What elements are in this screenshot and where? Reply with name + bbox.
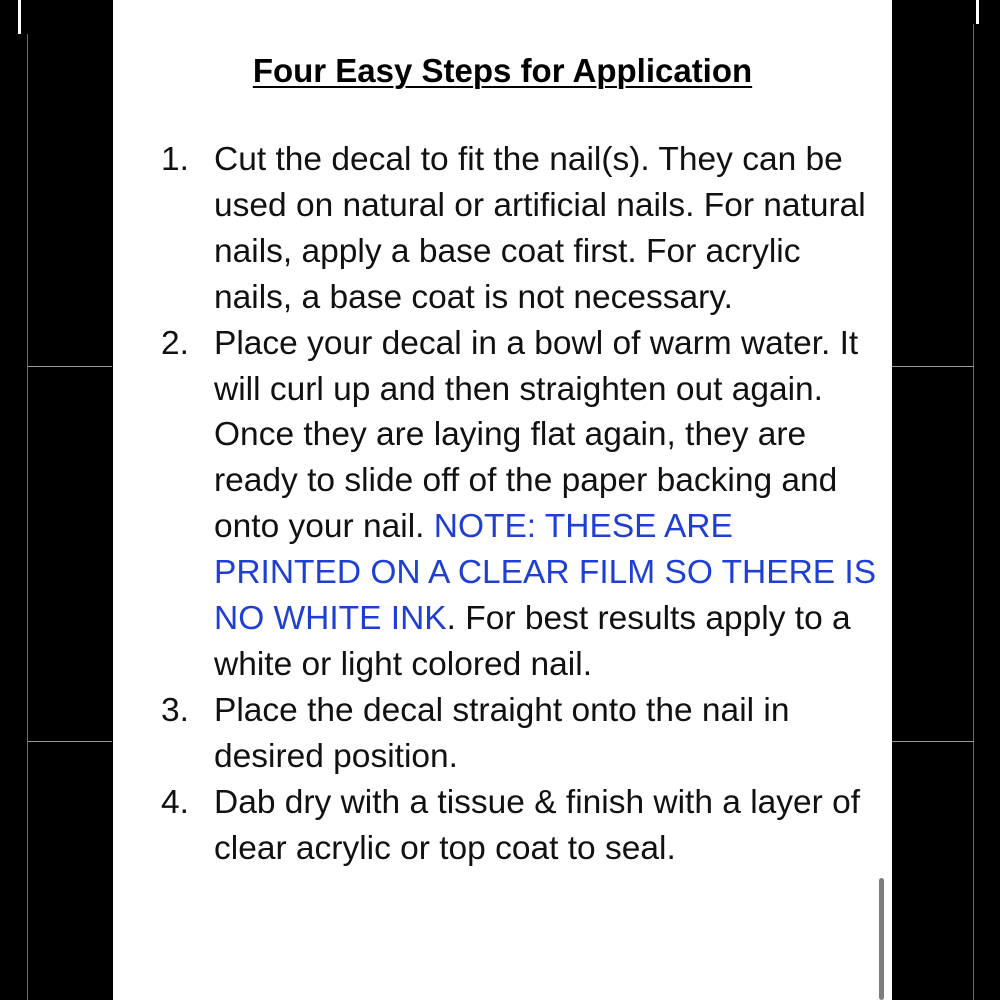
step-text-after-note: . For best results apply to a white or light colored nail. xyxy=(214,600,851,683)
step-number: 3. xyxy=(161,691,189,729)
right-edge-marker xyxy=(976,0,979,24)
step-text: Cut the decal to fit the nail(s). They can be used on natural or artificial nails. For natural nails, apply a base coat first. For acrylic nails, a base coat is not necessary. xyxy=(214,141,866,316)
left-divider-top xyxy=(28,366,112,367)
document-page[interactable] xyxy=(113,0,892,1000)
step-number: 2. xyxy=(161,324,189,362)
list-item-step-1 xyxy=(161,137,881,321)
step-text: Place the decal straight onto the nail in desired position. xyxy=(214,691,790,775)
right-divider-top xyxy=(892,366,974,367)
right-divider-bottom xyxy=(892,741,974,742)
step-text: Dab dry with a tissue & finish with a layer of clear acrylic or top coat to seal. xyxy=(214,783,861,867)
list-item-step-3 xyxy=(161,688,881,780)
step-note: NOTE: THESE ARE PRINTED ON A CLEAR FILM SO THERE IS NO WHITE INK xyxy=(214,508,877,638)
step-text: Place your decal in a bowl of warm water. It will curl up and then straighten out again. Once they are laying flat again, they are ready to slide off of the paper backing and onto your nail. xyxy=(214,324,859,546)
vertical-scrollbar[interactable] xyxy=(879,878,884,1000)
step-number: 1. xyxy=(161,141,189,178)
document-title: Four Easy Steps for Application xyxy=(252,52,753,89)
list-item-step-2 xyxy=(161,321,881,688)
steps-list xyxy=(161,137,881,872)
left-edge-marker xyxy=(18,0,21,34)
left-divider-bottom xyxy=(28,741,112,742)
left-guide-line xyxy=(27,34,28,1000)
right-guide-line xyxy=(973,24,974,1000)
list-item-step-4 xyxy=(161,780,881,872)
step-number: 4. xyxy=(161,783,189,821)
